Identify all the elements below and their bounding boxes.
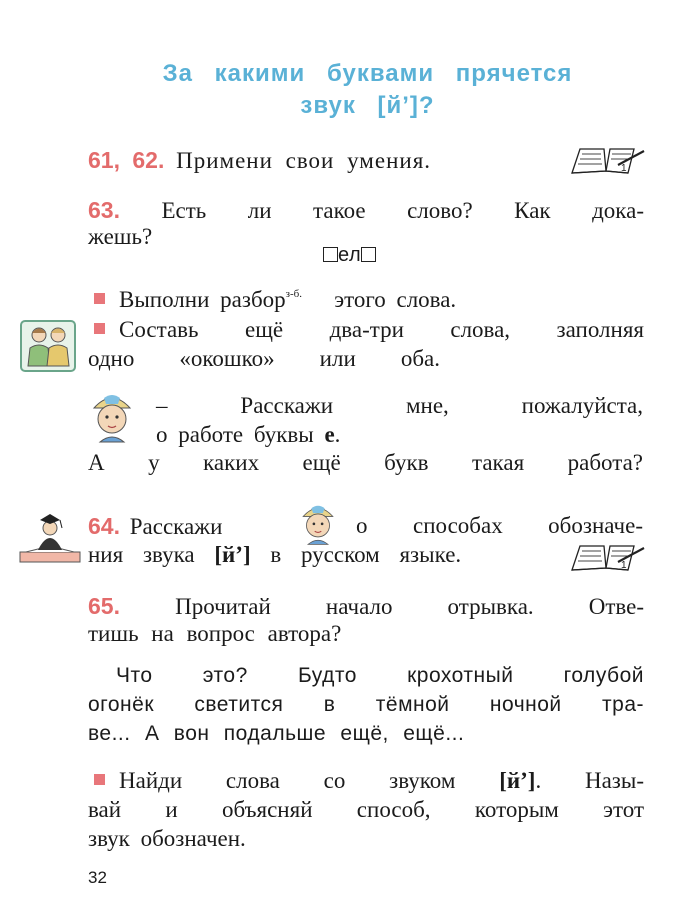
dialog-line-2 (156, 422, 340, 448)
find-words-tail: . Назы- (535, 768, 644, 793)
bullet-compose-line-1 (94, 317, 644, 343)
title-line-1: За какими буквами прячется (162, 60, 573, 87)
bullet-compose-line-2: одно «окошко» или оба. (88, 346, 440, 371)
scholar-reading-icon (16, 508, 84, 566)
title-line-2: звук [й’]? (300, 92, 435, 119)
task-64-line-2 (88, 542, 461, 568)
bullet-parse (94, 287, 456, 313)
bullet-marker (94, 293, 105, 304)
task-61-62 (88, 147, 431, 174)
parse-text: Выполни разбор (119, 287, 286, 312)
dialog-line-3: А у каких ещё букв такая работа? (88, 450, 643, 475)
excerpt-line-2: огонёк светится в тёмной ночной тра- (88, 693, 644, 716)
parse-superscript: з-б. (285, 288, 302, 300)
task-number: 65. (88, 593, 120, 619)
task-63-line-2: жешь? (88, 224, 153, 249)
bullet-marker (94, 323, 105, 334)
task-64-text: ния звука (88, 542, 195, 567)
parse-tail: этого слова. (334, 287, 457, 312)
svg-text:1: 1 (621, 560, 627, 571)
word-middle: ел (338, 244, 362, 266)
task-63-line-1 (88, 197, 644, 224)
task-number: 63. (88, 197, 120, 223)
workbook-icon (568, 143, 646, 177)
task-number: 61, 62. (88, 147, 165, 173)
letter-box (323, 247, 338, 262)
tell-word: Расскажи (129, 514, 223, 539)
find-words-text: Найди слова со звуком (119, 768, 456, 793)
excerpt-line-3: ве... А вон подальше ещё, ещё... (88, 722, 465, 745)
svg-text:1: 1 (621, 163, 627, 174)
boy-with-cap-icon-small (298, 500, 338, 546)
bullet-final-line-1 (94, 768, 644, 794)
letter-box (361, 247, 376, 262)
task-64-text-end: в русском языке. (270, 542, 462, 567)
letter-e: е (324, 422, 335, 447)
sound-transcription: [й’] (499, 768, 536, 793)
workbook-icon (568, 540, 646, 574)
bullet-final-line-3: звук обозначен. (88, 826, 246, 851)
dialog-text: о работе буквы (156, 422, 314, 447)
task-63-text: Есть ли такое слово? Как дока- (161, 198, 644, 223)
task-64-line-1-start (88, 513, 222, 540)
dialog-line-1: – Расскажи мне, пожалуйста, (156, 393, 643, 418)
bullet-final-line-2: вай и объясняй способ, которым этот (88, 797, 644, 822)
dialog-period: . (334, 422, 341, 447)
task-text: Примени свои умения. (176, 148, 432, 173)
task-64-line-1-end: о способах обозначе- (356, 513, 643, 538)
task-65-text: Прочитай начало отрывка. Отве- (175, 594, 645, 619)
excerpt-line-1: Что это? Будто крохотный голубой (116, 664, 644, 687)
pair-work-icon (20, 320, 76, 372)
boy-with-cap-icon (88, 388, 136, 444)
sound-transcription: [й’] (214, 542, 251, 567)
task-65-line-2: тишь на вопрос автора? (88, 621, 342, 646)
page-number: 32 (88, 868, 107, 887)
bullet-marker (94, 774, 105, 785)
word-puzzle (323, 244, 376, 267)
task-number: 64. (88, 513, 120, 539)
task-65-line-1 (88, 593, 644, 620)
compose-text: Составь ещё два-три слова, заполняя (119, 317, 644, 342)
